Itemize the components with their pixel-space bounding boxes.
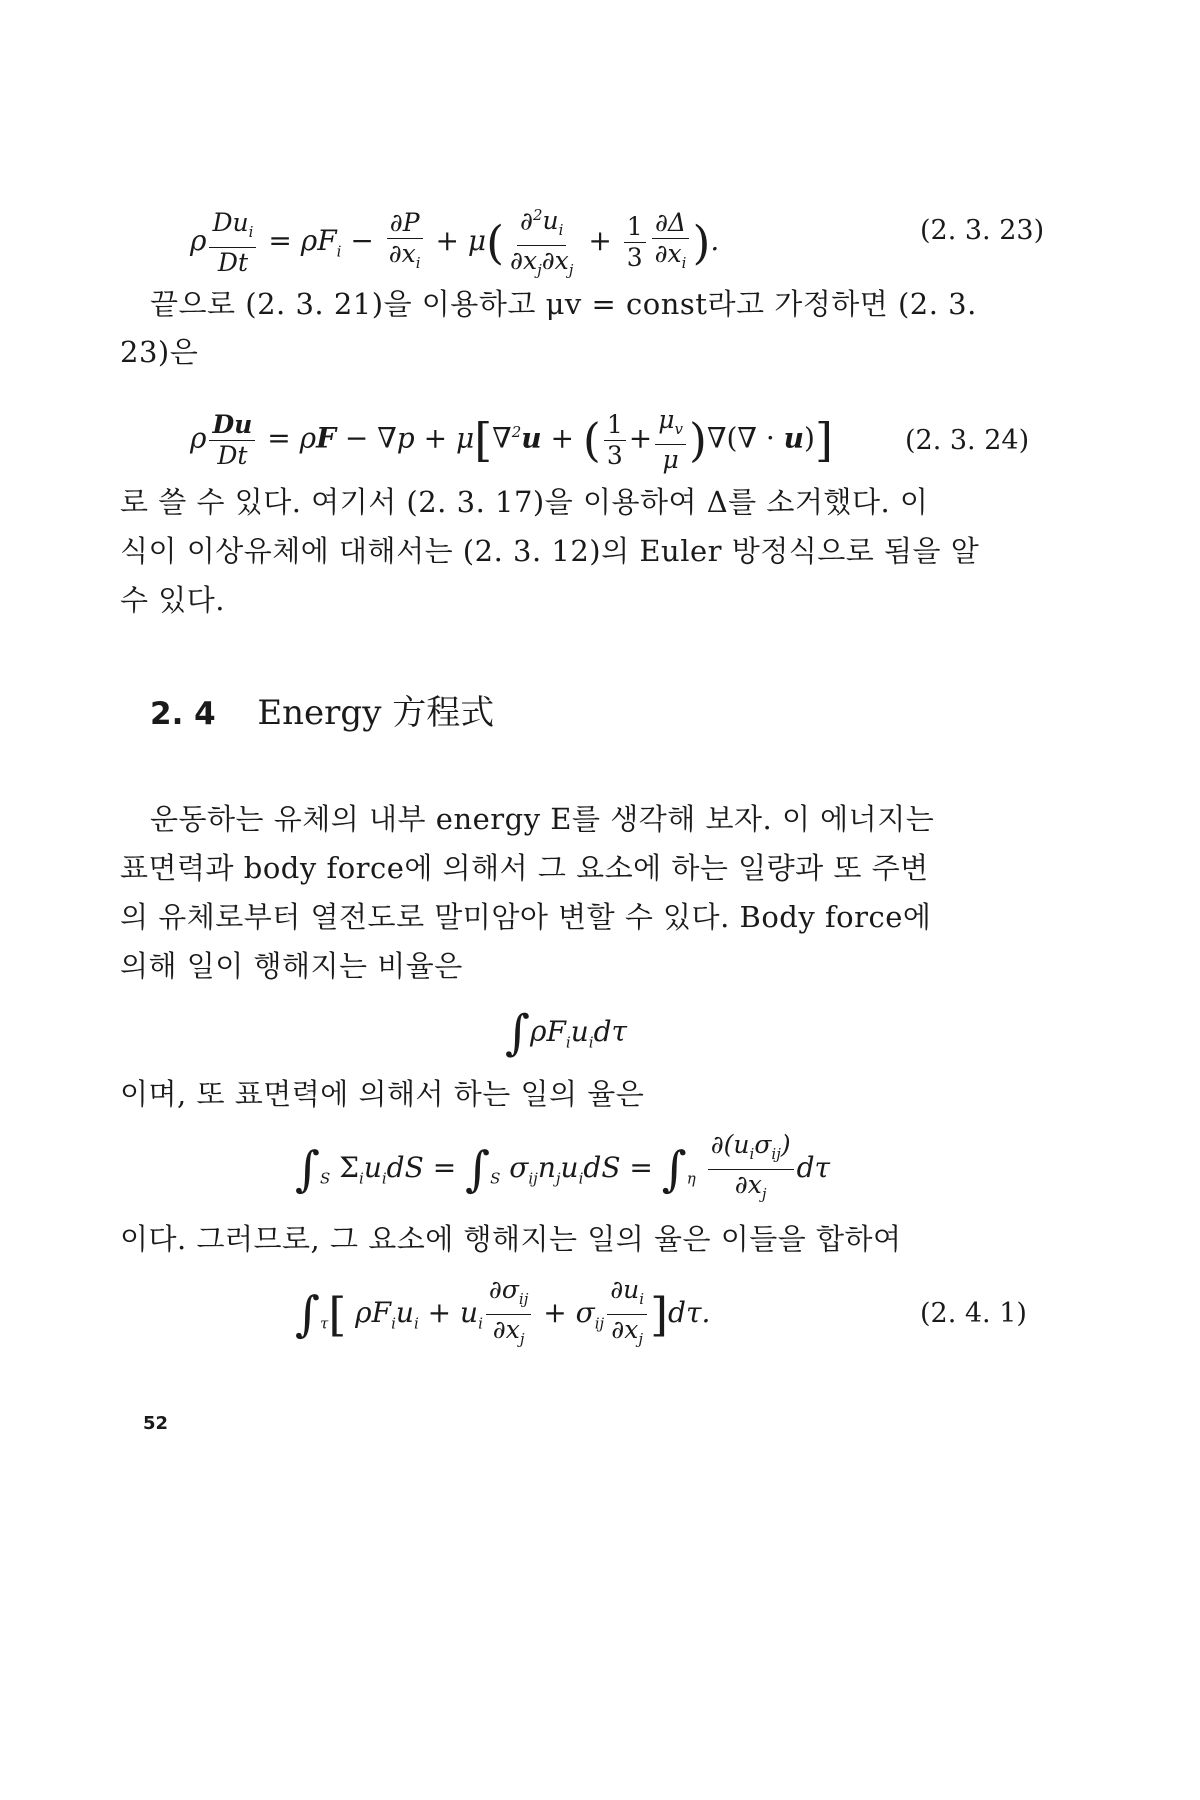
paragraph-line: 이다. 그러므로, 그 요소에 행해지는 일의 율은 이들을 합하여 <box>120 1222 902 1256</box>
equation-2-4-1: $\int_\tau$[ $\rho F_iu_i + u_i$ $\frac{\partial\sigma_{ij}}{\partial x_j}$ + $\sigma_{ij}$ $\frac{\partial u_i}{\partial x_j}$ ]dτ. <box>295 1275 711 1348</box>
paragraph-line: 수 있다. <box>120 583 225 617</box>
integral-body-force-work: $\int\rho F_iu_id\tau$ <box>505 1005 628 1061</box>
paragraph-line: 의해 일이 행해지는 비율은 <box>120 949 463 983</box>
section-heading <box>150 685 494 734</box>
paragraph-line: 23)은 <box>120 335 199 369</box>
equation-2-3-23: ρ $\frac{Du_i}{Dt}$ = $\rho F_i$ − $\frac{\partial P}{\partial x_i}$ + μ( $\frac{\partial^2u_i}{\partial x_j\partial x_j}$ + $\frac{1}{3}$ $\frac{\partial\Delta}{\partial x_i}$ ). <box>190 200 719 285</box>
paragraph-line: 로 쓸 수 있다. 여기서 (2. 3. 17)을 이용하여 Δ를 소거했다. 이 <box>120 485 929 519</box>
section-number: 2. 4 <box>150 696 216 732</box>
paragraph-line: 이며, 또 표면력에 의해서 하는 일의 율은 <box>120 1077 645 1111</box>
equation-number: (2. 4. 1) <box>920 1298 1027 1329</box>
paragraph-line: 식이 이상유체에 대해서는 (2. 3. 12)의 Euler 방정식으로 됨을 알 <box>120 534 980 568</box>
paragraph-line: 의 유체로부터 열전도로 말미암아 변할 수 있다. Body force에 <box>120 900 932 934</box>
paragraph-line: 끝으로 (2. 3. 21)을 이용하고 μv = const라고 가정하면 (2. 3. <box>150 287 977 321</box>
equation-number: (2. 3. 24) <box>905 425 1030 456</box>
page-number: 52 <box>143 1413 169 1434</box>
paragraph-line: 운동하는 유체의 내부 energy E를 생각해 보자. 이 에너지는 <box>150 802 935 836</box>
paragraph-line: 표면력과 body force에 의해서 그 요소에 하는 일량과 또 주변 <box>120 851 929 885</box>
equation-2-3-24: ρ $\frac{Du}{Dt}$ = ρF − ∇p + μ[∇$^2$u + ( $\frac{1}{3}$ + $\frac{\mu_v}{\mu}$ )∇(∇ · u)] <box>190 405 833 474</box>
equation-surface-work: $\int_S$ $\Sigma_iu_idS = \int_S$ $\sigma_{ij}n_ju_idS = \int_\eta$ $\frac{\partial(u_i\sigma_{ij})}{\partial x_j}$ dτ <box>295 1130 831 1203</box>
section-title: Energy 方程式 <box>257 693 495 733</box>
equation-number: (2. 3. 23) <box>920 215 1045 246</box>
